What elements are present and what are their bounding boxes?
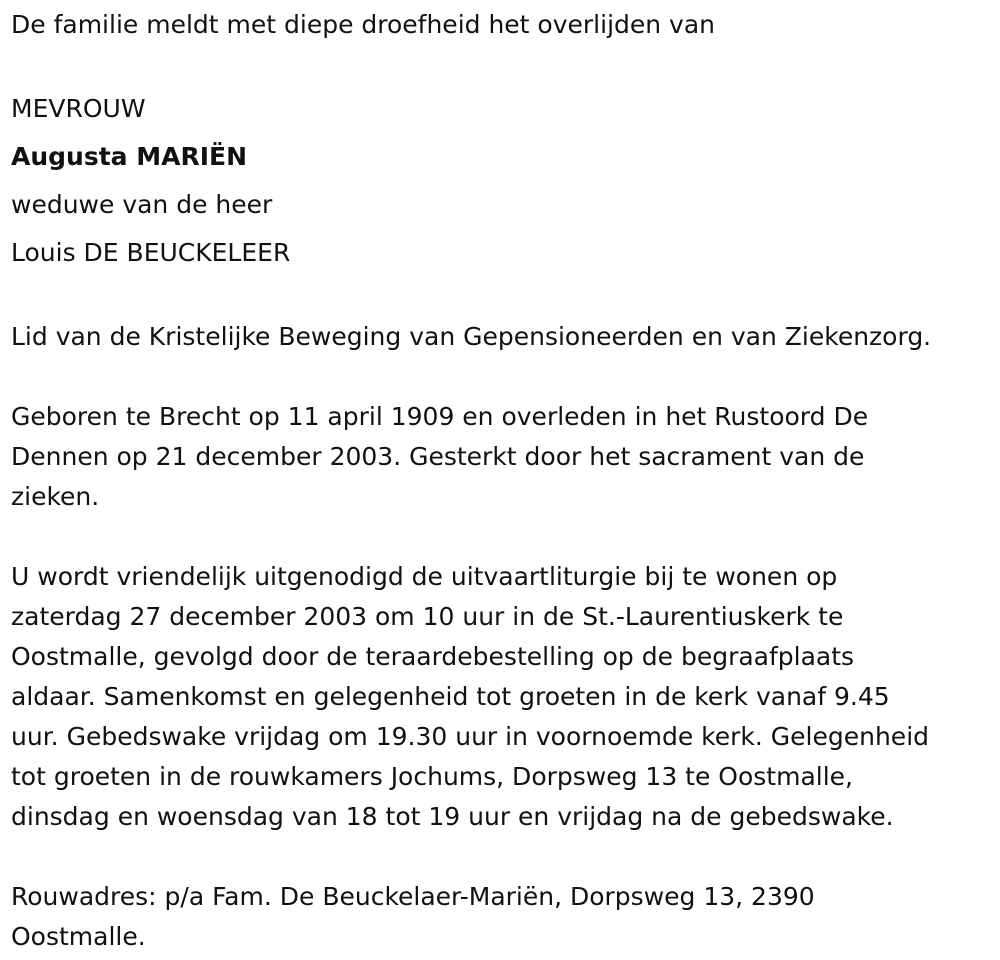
birth-death-paragraph bbox=[11, 397, 991, 517]
paragraph-line: Dennen op 21 december 2003. Gesterkt door het sacrament van de bbox=[11, 442, 865, 471]
address-paragraph bbox=[11, 877, 991, 957]
address-line: Rouwadres: p/a Fam. De Beuckelaer-Mariën, Dorpsweg 13, 2390 bbox=[11, 882, 815, 911]
paragraph-line: dinsdag en woensdag van 18 tot 19 uur en vrijdag na de gebedswake. bbox=[11, 802, 894, 831]
obituary-notice bbox=[11, 5, 991, 957]
paragraph-line: Geboren te Brecht op 11 april 1909 en overleden in het Rustoord De bbox=[11, 402, 869, 431]
deceased-block bbox=[11, 85, 991, 277]
deceased-relation: weduwe van de heer bbox=[11, 190, 273, 219]
intro-text: De familie meldt met diepe droefheid het overlijden van bbox=[11, 10, 716, 39]
paragraph-line: Oostmalle, gevolgd door de teraardebestelling op de begraafplaats bbox=[11, 642, 855, 671]
paragraph-line: tot groeten in de rouwkamers Jochums, Dorpsweg 13 te Oostmalle, bbox=[11, 762, 854, 791]
membership-text: Lid van de Kristelijke Beweging van Gepensioneerden en van Ziekenzorg. bbox=[11, 322, 932, 351]
deceased-title: MEVROUW bbox=[11, 94, 146, 123]
paragraph-line: aldaar. Samenkomst en gelegenheid tot groeten in de kerk vanaf 9.45 bbox=[11, 682, 890, 711]
funeral-paragraph bbox=[11, 557, 991, 837]
paragraph-line: zaterdag 27 december 2003 om 10 uur in de St.-Laurentiuskerk te bbox=[11, 602, 844, 631]
deceased-spouse: Louis DE BEUCKELEER bbox=[11, 238, 291, 267]
paragraph-line: zieken. bbox=[11, 482, 100, 511]
address-line: Oostmalle. bbox=[11, 922, 146, 951]
paragraph-line: U wordt vriendelijk uitgenodigd de uitvaartliturgie bij te wonen op bbox=[11, 562, 838, 591]
deceased-name: Augusta MARIËN bbox=[11, 142, 248, 171]
paragraph-line: uur. Gebedswake vrijdag om 19.30 uur in voornoemde kerk. Gelegenheid bbox=[11, 722, 930, 751]
